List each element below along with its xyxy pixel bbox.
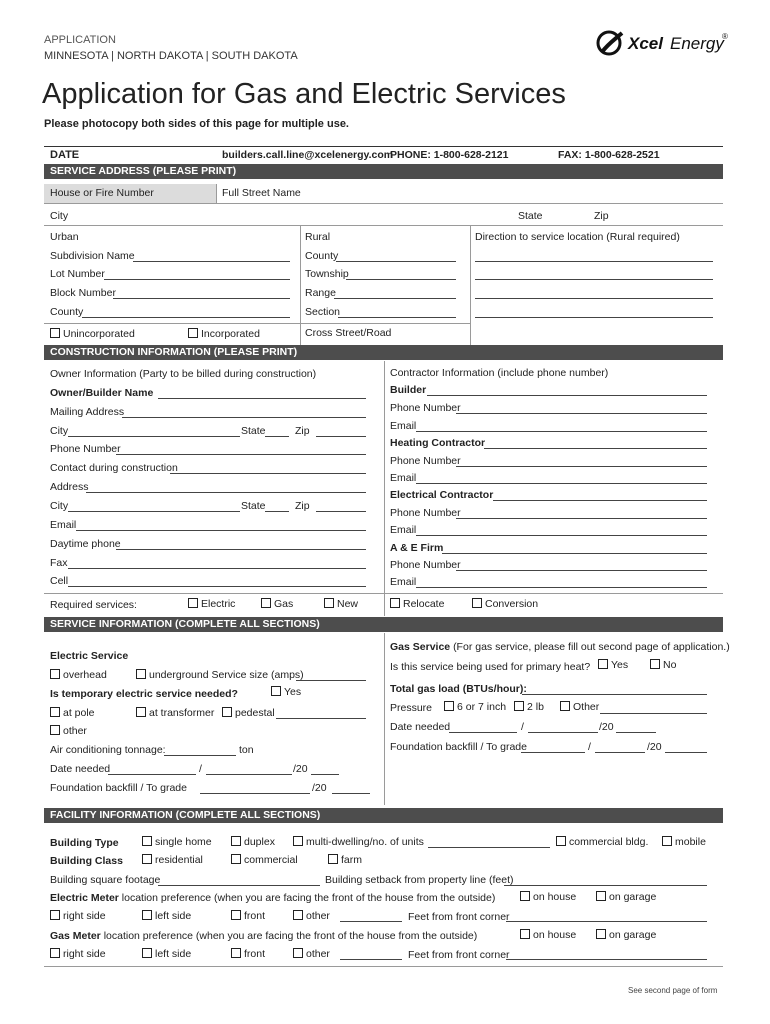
em-on-house-checkbox[interactable] — [520, 891, 530, 901]
gas-no-checkbox[interactable] — [650, 659, 660, 669]
email-label: Email — [50, 519, 77, 531]
heating-label: Heating Contractor — [390, 437, 486, 449]
other-checkbox[interactable] — [50, 725, 60, 735]
pressure-other-option[interactable]: Other — [560, 701, 599, 713]
zip-field-2[interactable] — [316, 511, 366, 512]
em-left-side-option[interactable]: left side — [142, 910, 191, 922]
phone-label: Phone Number — [50, 443, 121, 455]
state-field-1[interactable] — [265, 436, 289, 437]
building-type-label: Building Type — [50, 837, 119, 849]
date-needed-label: Date needed — [50, 763, 111, 775]
gm-left-side-checkbox[interactable] — [142, 948, 152, 958]
setback-field[interactable] — [504, 885, 707, 886]
gas-date-year[interactable] — [616, 732, 656, 733]
residential-option[interactable]: residential — [142, 854, 203, 866]
mobile-option[interactable]: mobile — [662, 836, 706, 848]
city-field-2[interactable] — [68, 511, 240, 512]
commercial-checkbox[interactable] — [231, 854, 241, 864]
date-needed-day[interactable] — [206, 774, 292, 775]
pressure-6-7-checkbox[interactable] — [444, 701, 454, 711]
rural-county-field[interactable] — [336, 261, 456, 262]
gm-other-checkbox[interactable] — [293, 948, 303, 958]
contact-phone: PHONE: 1-800-628-2121 — [390, 149, 509, 161]
electric-checkbox[interactable] — [188, 598, 198, 608]
gas-backfill-day[interactable] — [595, 752, 645, 753]
em-other-checkbox[interactable] — [293, 910, 303, 920]
pedestal-option[interactable]: pedestal — [222, 707, 275, 719]
builder-phone-label: Phone Number — [390, 402, 461, 414]
township-label: Township — [305, 268, 349, 280]
gm-front-checkbox[interactable] — [231, 948, 241, 958]
range-label: Range — [305, 287, 336, 299]
ac-field[interactable] — [164, 755, 236, 756]
builder-email-field[interactable] — [416, 431, 707, 432]
heating-phone-field[interactable] — [456, 466, 707, 467]
date-label: DATE — [50, 149, 80, 161]
conversion-checkbox[interactable] — [472, 598, 482, 608]
farm-checkbox[interactable] — [328, 854, 338, 864]
range-field[interactable] — [334, 298, 456, 299]
daytime-label: Daytime phone — [50, 538, 121, 550]
em-feet-corner-label: Feet from front corner — [408, 911, 510, 923]
commercial-bldg-option[interactable]: commercial bldg. — [556, 836, 648, 848]
backfill-twenty: /20 — [312, 782, 327, 794]
em-other-field[interactable] — [340, 921, 402, 922]
commercial-bldg-checkbox[interactable] — [556, 836, 566, 846]
zip-label-2: Zip — [295, 500, 310, 512]
footer-note: See second page of form — [628, 986, 718, 995]
page-title: Application for Gas and Electric Services — [42, 78, 566, 110]
backfill-label: Foundation backfill / To grade — [50, 782, 187, 794]
zip-label-1: Zip — [295, 425, 310, 437]
pressure-other-field[interactable] — [600, 713, 707, 714]
subdivision-field[interactable] — [133, 261, 290, 262]
gas-yes-checkbox[interactable] — [598, 659, 608, 669]
section-field[interactable] — [338, 317, 456, 318]
block-field[interactable] — [113, 298, 290, 299]
contact-field[interactable] — [170, 473, 366, 474]
service-size-field[interactable] — [296, 680, 366, 681]
house-number-label: House or Fire Number — [50, 187, 154, 199]
gm-on-house-option[interactable]: on house — [520, 929, 576, 941]
building-class-label: Building Class — [50, 855, 123, 867]
overhead-option[interactable]: overhead — [50, 669, 107, 681]
underground-checkbox[interactable] — [136, 669, 146, 679]
owner-info-label: Owner Information (Party to be billed during construction) — [50, 368, 317, 380]
em-front-option[interactable]: front — [231, 910, 265, 922]
units-field[interactable] — [428, 847, 550, 848]
direction-line-4[interactable] — [475, 317, 713, 318]
at-pole-checkbox[interactable] — [50, 707, 60, 717]
pressure-2lb-checkbox[interactable] — [514, 701, 524, 711]
gas-backfill-twenty: /20 — [647, 741, 662, 753]
fax-label: Fax — [50, 557, 68, 569]
city-label: City — [50, 210, 69, 222]
gas-backfill-year[interactable] — [665, 752, 707, 753]
cell-field[interactable] — [68, 586, 366, 587]
em-front-checkbox[interactable] — [231, 910, 241, 920]
primary-heat-label: Is this service being used for primary heat? — [390, 661, 591, 673]
date-twenty: /20 — [293, 763, 308, 775]
ton-label: ton — [239, 744, 254, 756]
unincorporated-option[interactable]: Unincorporated — [50, 328, 135, 340]
service-address-heading: SERVICE ADDRESS (PLEASE PRINT) — [44, 164, 723, 179]
em-feet-corner-field[interactable] — [506, 921, 707, 922]
gm-feet-corner-field[interactable] — [506, 959, 707, 960]
mailing-label: Mailing Address — [50, 406, 125, 418]
heating-email-field[interactable] — [416, 483, 707, 484]
required-services-label: Required services: — [50, 599, 137, 611]
gm-on-garage-option[interactable]: on garage — [596, 929, 656, 941]
backfill-date-field[interactable] — [200, 793, 310, 794]
gas-backfill-label: Foundation backfill / To grade — [390, 741, 527, 753]
underground-option[interactable]: underground Service size (amps) — [136, 669, 304, 681]
electrical-label: Electrical Contractor — [390, 489, 494, 501]
lot-field[interactable] — [104, 279, 290, 280]
state-label: State — [518, 210, 543, 222]
county-field[interactable] — [82, 317, 290, 318]
fax-field[interactable] — [68, 568, 366, 569]
sqft-label: Building square footage — [50, 874, 161, 886]
commercial-option[interactable]: commercial — [231, 854, 298, 866]
pressure-label: Pressure — [390, 702, 433, 714]
facility-heading: FACILITY INFORMATION (COMPLETE ALL SECTIONS) — [44, 808, 723, 823]
subdivision-label: Subdivision Name — [50, 250, 135, 262]
incorporated-option[interactable]: Incorporated — [188, 328, 260, 340]
lot-label: Lot Number — [50, 268, 105, 280]
other-option[interactable]: other — [50, 725, 87, 737]
ae-email-label: Email — [390, 576, 417, 588]
ae-email-field[interactable] — [416, 587, 707, 588]
heating-email-label: Email — [390, 472, 417, 484]
heating-phone-label: Phone Number — [390, 455, 461, 467]
em-on-garage-checkbox[interactable] — [596, 891, 606, 901]
em-on-house-option[interactable]: on house — [520, 891, 576, 903]
duplex-checkbox[interactable] — [231, 836, 241, 846]
farm-option[interactable]: farm — [328, 854, 362, 866]
sqft-field[interactable] — [158, 885, 320, 886]
gas-date-label: Date needed — [390, 721, 451, 733]
direction-label: Direction to service location (Rural required) — [475, 231, 680, 243]
direction-line-3[interactable] — [475, 298, 713, 299]
heating-field[interactable] — [484, 448, 707, 449]
date-needed-month[interactable] — [108, 774, 196, 775]
section-label: Section — [305, 306, 341, 318]
cell-label: Cell — [50, 575, 69, 587]
em-left-side-checkbox[interactable] — [142, 910, 152, 920]
overhead-checkbox[interactable] — [50, 669, 60, 679]
owner-builder-field[interactable] — [158, 398, 366, 399]
city-label-2: City — [50, 500, 69, 512]
temporary-yes-checkbox[interactable] — [271, 686, 281, 696]
city-label-1: City — [50, 425, 69, 437]
urban-label: Urban — [50, 231, 79, 243]
gm-other-option[interactable]: other — [293, 948, 330, 960]
state-label-1: State — [241, 425, 266, 437]
new-checkbox[interactable] — [324, 598, 334, 608]
state-field-2[interactable] — [265, 511, 289, 512]
gas-backfill-month[interactable] — [521, 752, 585, 753]
electrical-email-field[interactable] — [416, 535, 707, 536]
residential-checkbox[interactable] — [142, 854, 152, 864]
em-right-side-option[interactable]: right side — [50, 910, 106, 922]
multi-dwelling-option[interactable]: multi-dwelling/no. of units — [293, 836, 424, 848]
pedestal-checkbox[interactable] — [222, 707, 232, 717]
pressure-other-checkbox[interactable] — [560, 701, 570, 711]
setback-label: Building setback from property line (feet) — [325, 874, 514, 886]
electrical-field[interactable] — [493, 500, 707, 501]
gas-date-day[interactable] — [528, 732, 598, 733]
builder-email-label: Email — [390, 420, 417, 432]
single-home-checkbox[interactable] — [142, 836, 152, 846]
mailing-field[interactable] — [122, 417, 366, 418]
state-label-2: State — [241, 500, 266, 512]
backfill-year[interactable] — [332, 793, 370, 794]
street-name-label: Full Street Name — [222, 187, 301, 199]
gas-load-label: Total gas load (BTUs/hour): — [390, 683, 527, 695]
gm-other-field[interactable] — [340, 959, 402, 960]
email-field[interactable] — [76, 530, 366, 531]
phone-field[interactable] — [116, 454, 366, 455]
pressure-2lb-option[interactable]: 2 lb — [514, 701, 544, 713]
electrical-email-label: Email — [390, 524, 417, 536]
em-other-option[interactable]: other — [293, 910, 330, 922]
contact-email: builders.call.line@xcelenergy.com — [222, 149, 394, 161]
direction-line-1[interactable] — [475, 261, 713, 262]
pedestal-field[interactable] — [276, 718, 366, 719]
gas-service-line: Gas Service (For gas service, please fill out second page of application.) — [390, 641, 730, 653]
single-home-option[interactable]: single home — [142, 836, 212, 848]
electrical-phone-field[interactable] — [456, 518, 707, 519]
gm-feet-corner-label: Feet from front corner — [408, 949, 510, 961]
page-subtitle: Please photocopy both sides of this page for multiple use. — [44, 118, 349, 130]
temporary-label: Is temporary electric service needed? — [50, 688, 238, 700]
gm-on-house-checkbox[interactable] — [520, 929, 530, 939]
zip-field-1[interactable] — [316, 436, 366, 437]
at-transformer-option[interactable]: at transformer — [136, 707, 214, 719]
ae-label: A & E Firm — [390, 542, 444, 554]
duplex-option[interactable]: duplex — [231, 836, 275, 848]
logo-text-regular: Energy — [670, 34, 724, 53]
block-label: Block Number — [50, 287, 116, 299]
gas-date-twenty: /20 — [599, 721, 614, 733]
electric-service-label: Electric Service — [50, 650, 129, 662]
contractor-info-label: Contractor Information (include phone number) — [390, 367, 609, 379]
gm-left-side-option[interactable]: left side — [142, 948, 191, 960]
builder-field[interactable] — [427, 395, 707, 396]
rural-county-label: County — [305, 250, 339, 262]
gm-right-side-option[interactable]: right side — [50, 948, 106, 960]
gas-backfill-slash: / — [588, 741, 591, 753]
gas-checkbox[interactable] — [261, 598, 271, 608]
contact-label: Contact during construction — [50, 462, 178, 474]
electric-meter-line: Electric Meter location preference (when you are facing the front of the house from the outside) — [50, 892, 496, 904]
date-slash: / — [199, 763, 202, 775]
mobile-checkbox[interactable] — [662, 836, 672, 846]
pressure-6-7-option[interactable]: 6 or 7 inch — [444, 701, 506, 713]
gas-no-option[interactable]: No — [650, 659, 676, 671]
electrical-phone-label: Phone Number — [390, 507, 461, 519]
county-label: County — [50, 306, 84, 318]
relocate-option[interactable]: Relocate — [390, 598, 444, 610]
cross-street-label: Cross Street/Road — [305, 327, 392, 339]
conversion-option[interactable]: Conversion — [472, 598, 538, 610]
ae-phone-field[interactable] — [456, 570, 707, 571]
unincorporated-checkbox[interactable] — [50, 328, 60, 338]
builder-label: Builder — [390, 384, 427, 396]
application-label: APPLICATION — [44, 34, 116, 46]
xcel-swirl-icon — [596, 30, 626, 56]
direction-line-2[interactable] — [475, 279, 713, 280]
gm-on-garage-checkbox[interactable] — [596, 929, 606, 939]
gas-load-field[interactable] — [522, 694, 707, 695]
ac-label: Air conditioning tonnage: — [50, 744, 166, 756]
gas-option[interactable]: Gas — [261, 598, 293, 610]
em-right-side-checkbox[interactable] — [50, 910, 60, 920]
relocate-checkbox[interactable] — [390, 598, 400, 608]
township-field[interactable] — [346, 279, 456, 280]
construction-heading: CONSTRUCTION INFORMATION (PLEASE PRINT) — [44, 345, 723, 360]
service-info-heading: SERVICE INFORMATION (COMPLETE ALL SECTIONS) — [44, 617, 723, 632]
new-option[interactable]: New — [324, 598, 358, 610]
builder-phone-field[interactable] — [456, 413, 707, 414]
daytime-field[interactable] — [116, 549, 366, 550]
date-needed-year[interactable] — [311, 774, 339, 775]
gm-front-option[interactable]: front — [231, 948, 265, 960]
em-on-garage-option[interactable]: on garage — [596, 891, 656, 903]
owner-builder-label: Owner/Builder Name — [50, 387, 154, 399]
rural-label: Rural — [305, 231, 331, 243]
zip-label: Zip — [594, 210, 609, 222]
address-label: Address — [50, 481, 89, 493]
city-field-1[interactable] — [68, 436, 240, 437]
electric-option[interactable]: Electric — [188, 598, 235, 610]
address-field[interactable] — [86, 492, 366, 493]
at-transformer-checkbox[interactable] — [136, 707, 146, 717]
gas-date-slash: / — [521, 721, 524, 733]
ae-field[interactable] — [442, 553, 707, 554]
incorporated-checkbox[interactable] — [188, 328, 198, 338]
at-pole-option[interactable]: at pole — [50, 707, 95, 719]
multi-dwelling-checkbox[interactable] — [293, 836, 303, 846]
logo-text-bold: Xcel — [628, 34, 663, 53]
gas-yes-option[interactable]: Yes — [598, 659, 628, 671]
gas-meter-line: Gas Meter location preference (when you are facing the front of the house from the outside) — [50, 930, 478, 942]
gas-date-month[interactable] — [449, 732, 517, 733]
contact-fax: FAX: 1-800-628-2521 — [558, 149, 660, 161]
gm-right-side-checkbox[interactable] — [50, 948, 60, 958]
logo-registered: ® — [722, 32, 728, 41]
states-label: MINNESOTA | NORTH DAKOTA | SOUTH DAKOTA — [44, 50, 298, 62]
ae-phone-label: Phone Number — [390, 559, 461, 571]
temporary-yes-option[interactable]: Yes — [271, 686, 301, 698]
